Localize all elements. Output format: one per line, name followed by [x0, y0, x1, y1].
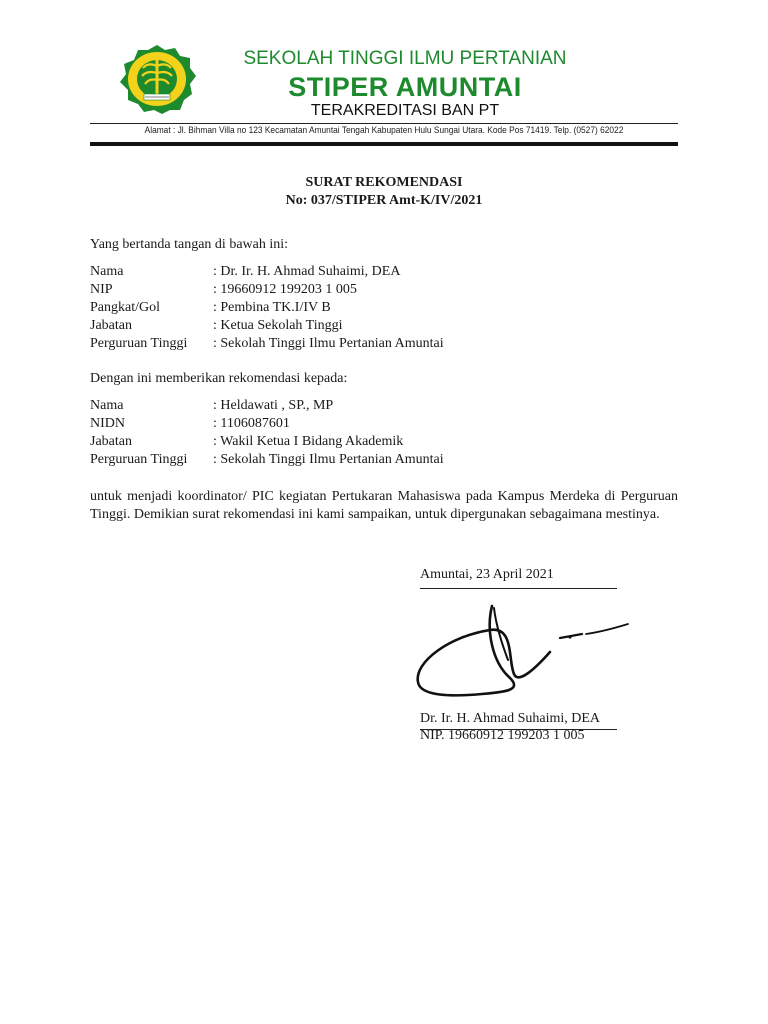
field-value: : 19660912 199203 1 005: [213, 282, 357, 297]
field-label: Perguruan Tinggi: [90, 336, 188, 351]
handwritten-signature: [410, 600, 635, 705]
institution-type: SEKOLAH TINGGI ILMU PERTANIAN: [243, 48, 567, 69]
field-label: Pangkat/Gol: [90, 300, 160, 315]
place-date: Amuntai, 23 April 2021: [420, 567, 554, 582]
field-value: : Pembina TK.I/IV B: [213, 300, 331, 315]
field-label: Nama: [90, 398, 124, 413]
header-divider-thick: [90, 142, 678, 146]
field-value: : Sekolah Tinggi Ilmu Pertanian Amuntai: [213, 452, 444, 467]
field-value: : Sekolah Tinggi Ilmu Pertanian Amuntai: [213, 336, 444, 351]
accreditation-label: TERAKREDITASI BAN PT: [310, 102, 500, 119]
field-value: : Wakil Ketua I Bidang Akademik: [213, 434, 404, 449]
field-label: NIP: [90, 282, 113, 297]
letter-title: SURAT REKOMENDASI: [305, 175, 463, 190]
letter-body: untuk menjadi koordinator/ PIC kegiatan Pertukaran Mahasiswa pada Kampus Merdeka di Perguruan Tinggi. Demikian surat rekomendasi ini kami sampaikan, untuk dipergunakan sebagaimana mestinya.: [90, 489, 678, 522]
field-value: : 1106087601: [213, 416, 290, 431]
field-label: Perguruan Tinggi: [90, 452, 188, 467]
signer-intro: Yang bertanda tangan di bawah ini:: [90, 237, 289, 252]
field-label: NIDN: [90, 416, 125, 431]
signature-divider: [420, 588, 617, 589]
institution-logo: [118, 44, 196, 114]
field-label: Nama: [90, 264, 124, 279]
header-divider-thin: [90, 123, 678, 124]
signer-name: Dr. Ir. H. Ahmad Suhaimi, DEA: [420, 711, 601, 726]
institution-address: Alamat : Jl. Bihman Villa no 123 Kecamatan Amuntai Tengah Kabupaten Hulu Sungai Utara. Kode Pos 71419. Telp. (0527) 62022: [144, 125, 624, 136]
signer-nip: NIP. 19660912 199203 1 005: [420, 728, 585, 743]
recipient-intro: Dengan ini memberikan rekomendasi kepada:: [90, 371, 348, 386]
field-label: Jabatan: [90, 318, 132, 333]
institution-name: STIPER AMUNTAI: [288, 72, 522, 102]
letter-number: No: 037/STIPER Amt-K/IV/2021: [285, 193, 483, 208]
field-value: : Ketua Sekolah Tinggi: [213, 318, 343, 333]
field-value: : Heldawati , SP., MP: [213, 398, 334, 413]
field-value: : Dr. Ir. H. Ahmad Suhaimi, DEA: [213, 264, 401, 279]
field-label: Jabatan: [90, 434, 132, 449]
